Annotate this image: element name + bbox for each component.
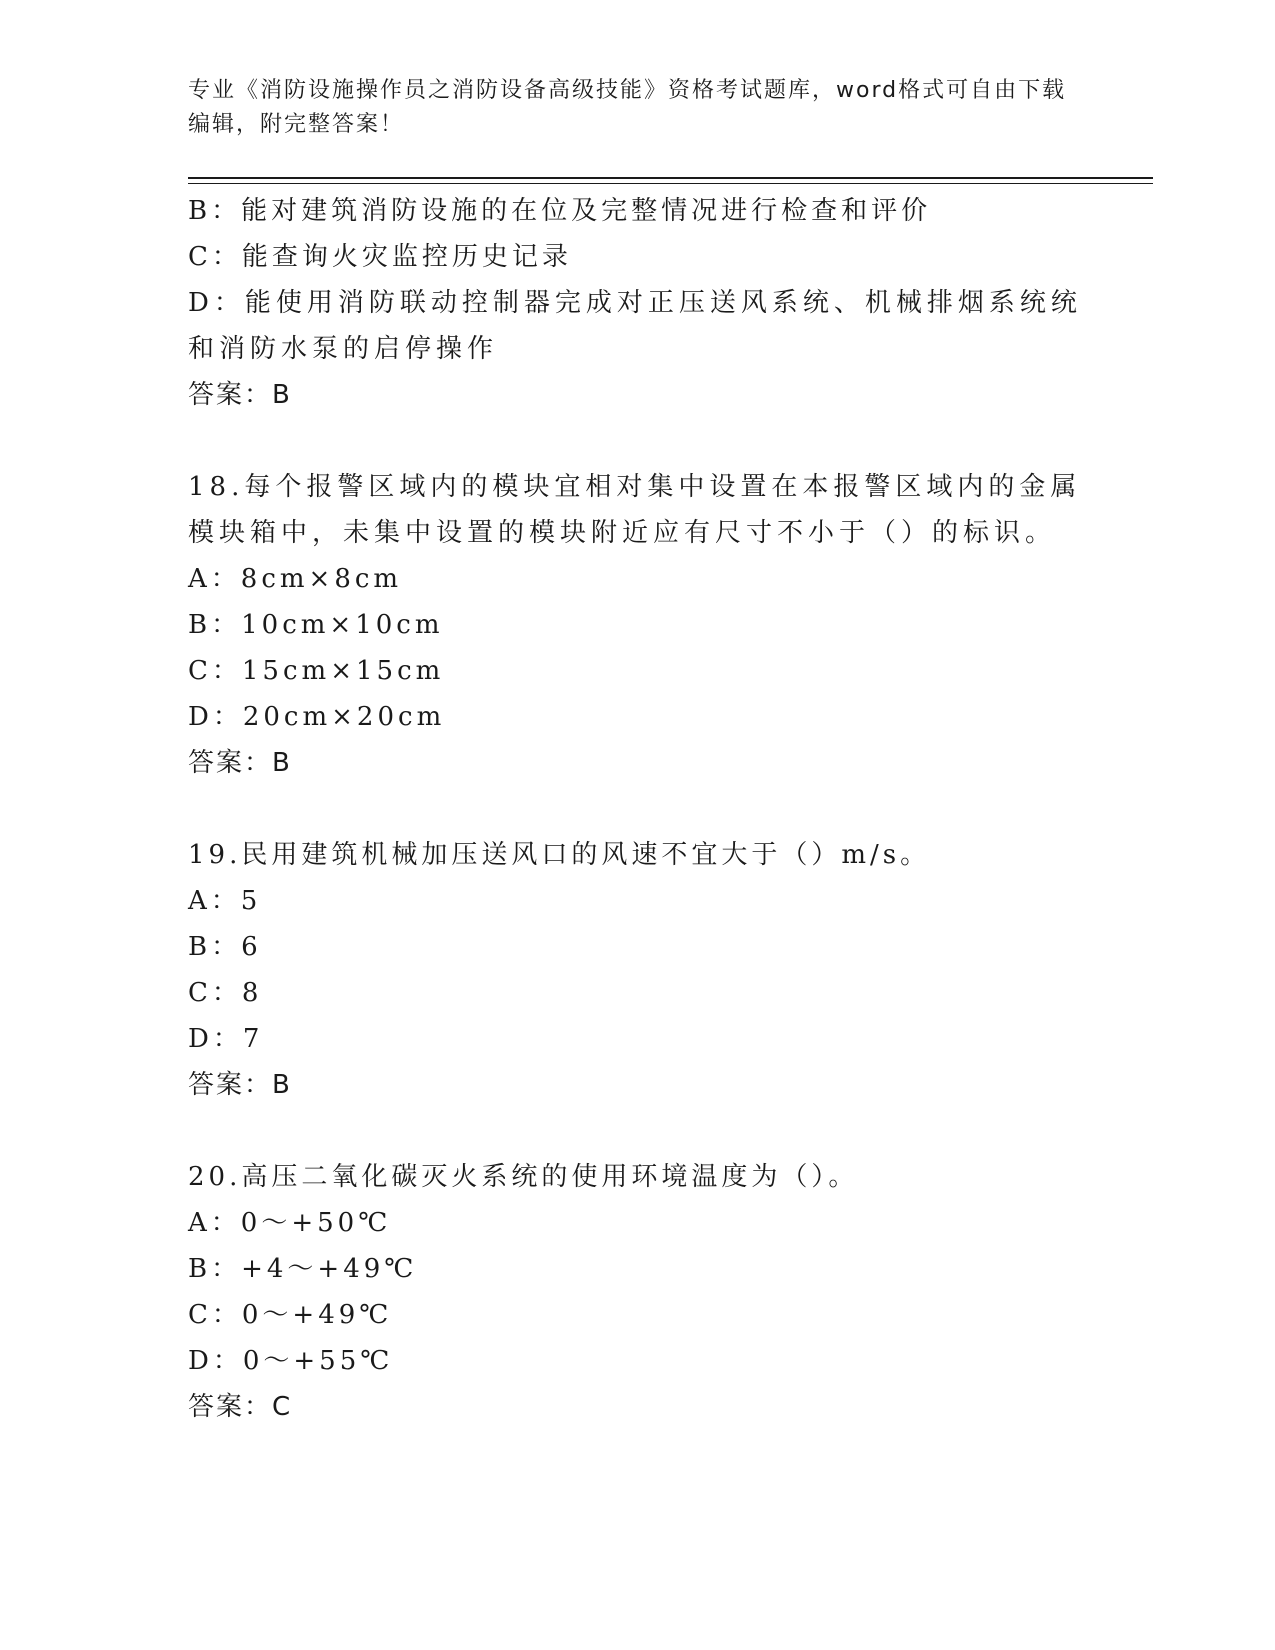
question-20: [188, 1154, 1088, 1430]
option-a: A：5: [188, 886, 262, 916]
option-b: B：10cm×10cm: [188, 610, 444, 640]
question-stem: 18.每个报警区域内的模块宜相对集中设置在本报警区域内的金属模块箱中，未集中设置的模块附近应有尺寸不小于（）的标识。: [188, 472, 1082, 548]
continued-question: [188, 188, 1088, 418]
option-d: D：能使用消防联动控制器完成对正压送风系统、机械排烟系统统和消防水泵的启停操作: [188, 288, 1082, 364]
document-header: 专业《消防设施操作员之消防设备高级技能》资格考试题库，word格式可自由下载编辑，附完整答案！: [188, 78, 1067, 137]
header-rule-thin: [188, 183, 1153, 184]
option-c: C：15cm×15cm: [188, 656, 445, 686]
option-a: A：0～+50℃: [188, 1208, 392, 1238]
option-c: C：0～+49℃: [188, 1300, 393, 1330]
question-19: [188, 832, 1088, 1108]
option-d: D：20cm×20cm: [188, 702, 446, 732]
answer: 答案：B: [188, 380, 292, 410]
answer: 答案：C: [188, 1392, 293, 1422]
option-d: D：7: [188, 1024, 264, 1054]
question-18: [188, 464, 1088, 786]
question-list: [188, 188, 1088, 1430]
option-b: B：能对建筑消防设施的在位及完整情况进行检查和评价: [188, 196, 932, 226]
header-rule: [188, 177, 1153, 179]
option-d: D：0～+55℃: [188, 1346, 394, 1376]
question-stem: 20.高压二氧化碳灭火系统的使用环境温度为（）。: [188, 1162, 859, 1192]
answer: 答案：B: [188, 748, 292, 778]
option-b: B：+4～+49℃: [188, 1254, 418, 1284]
answer: 答案：B: [188, 1070, 292, 1100]
question-stem: 19.民用建筑机械加压送风口的风速不宜大于（）m/s。: [188, 840, 931, 870]
option-a: A：8cm×8cm: [188, 564, 403, 594]
option-c: C：8: [188, 978, 263, 1008]
option-c: C：能查询火灾监控历史记录: [188, 242, 572, 272]
option-b: B：6: [188, 932, 262, 962]
